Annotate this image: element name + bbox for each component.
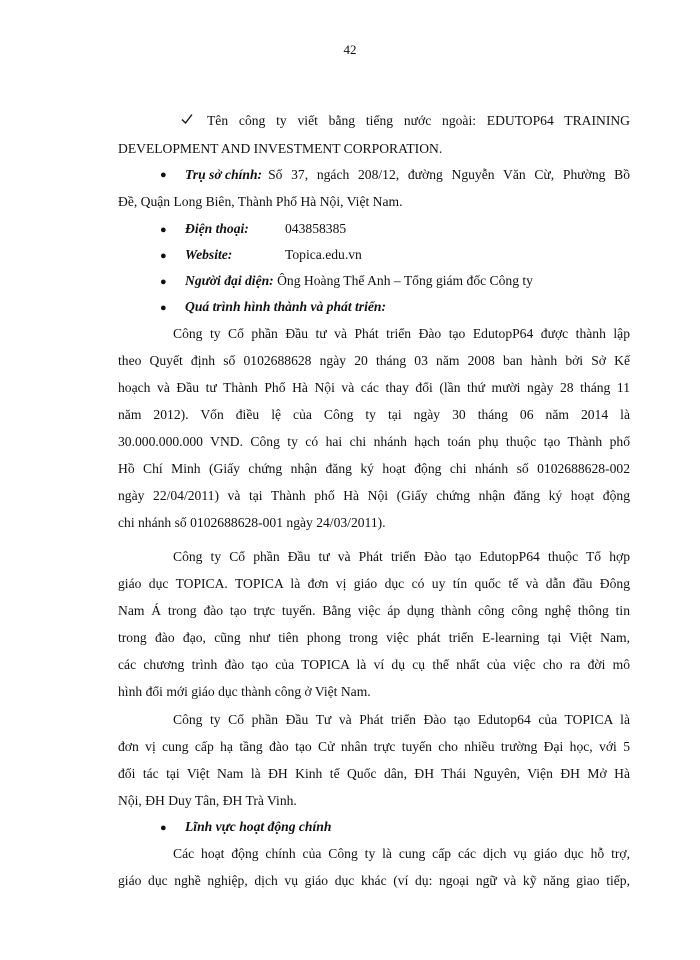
paragraph-line: Công ty Cổ phần Đầu Tư và Phát triển Đào tạo Edutop64 của TOPICA là [173, 712, 630, 727]
paragraph-line: 30.000.000.000 VND. Công ty có hai chi nhánh hạch toán phụ thuộc tạo Thành phố [118, 434, 630, 449]
website-value: Topica.edu.vn [285, 247, 362, 262]
paragraph-line: Hồ Chí Minh (Giấy chứng nhận đăng ký hoạt động chi nhánh số 0102688628-002 [118, 461, 630, 476]
representative-line [185, 273, 533, 289]
representative-label: Người đại diện: [185, 273, 274, 288]
paragraph-line: hoạch và Đầu tư Thành Phố Hà Nội và các thay đổi (lần thứ mười ngày 28 tháng 11 [118, 380, 630, 395]
paragraph-line: trong đào đạo, cũng như tiên phong trong việc phát triển E-learning tại Việt Nam, [118, 630, 630, 645]
foreign-name-line-2: DEVELOPMENT AND INVESTMENT CORPORATION. [118, 141, 443, 156]
paragraph-line: đối tác tại Việt Nam là ĐH Kinh tế Quốc dân, ĐH Thái Nguyên, Viện ĐH Mở Hà [118, 766, 630, 781]
bullet-icon: ● [160, 250, 167, 262]
bullet-icon: ● [160, 302, 167, 314]
paragraph-line: giáo dục nghề nghiệp, dịch vụ giáo dục khác (ví dụ: ngoại ngữ và kỹ năng giao tiếp, [118, 873, 630, 888]
paragraph-line: Nội, ĐH Duy Tân, ĐH Trà Vinh. [118, 793, 297, 808]
paragraph-line: theo Quyết định số 0102688628 ngày 20 tháng 03 năm 2008 ban hành bởi Sở Kế [118, 353, 630, 368]
phone-label: Điện thoại: [185, 221, 249, 236]
paragraph-line: Nam Á trong đào tạo trực tuyến. Bằng việc áp dụng thành công công nghệ thông tin [118, 603, 630, 618]
phone-value: 043858385 [285, 221, 347, 236]
headquarters-label: Trụ sở chính: [185, 167, 263, 182]
paragraph-line: Các hoạt động chính của Công ty là cung cấp các dịch vụ giáo dục hỗ trợ, [173, 846, 630, 861]
checkmark-icon [181, 113, 193, 129]
representative-value: Ông Hoàng Thế Anh – Tổng giám đốc Công ty [277, 273, 533, 288]
paragraph-line: các chương trình đào tạo của TOPICA là ví dụ cụ thể nhất của việc cho ra đời mô [118, 657, 630, 672]
paragraph-line: chi nhánh số 0102688628-001 ngày 24/03/2011). [118, 515, 386, 530]
headquarters-address-2: Đề, Quận Long Biên, Thành Phố Hà Nội, Việt Nam. [118, 194, 403, 209]
headquarters-address-1: Số 37, ngách 208/12, đường Nguyễn Văn Cừ, Phường Bồ [268, 167, 630, 182]
paragraph-line: ngày 22/04/2011) và tại Thành phố Hà Nội (Giấy chứng nhận đăng ký hoạt động [118, 488, 630, 503]
bullet-icon: ● [160, 822, 167, 834]
paragraph-line: Công ty Cổ phần Đầu tư và Phát triển Đào tạo EdutopP64 thuộc Tổ hợp [173, 549, 630, 564]
bullet-icon: ● [160, 169, 167, 181]
activities-heading: Lĩnh vực hoạt động chính [185, 819, 332, 834]
paragraph-line: hình đổi mới giáo dục thành công ở Việt Nam. [118, 684, 371, 699]
paragraph-line: giáo dục TOPICA. TOPICA là đơn vị giáo dục có uy tín quốc tế và dẫn đầu Đông [118, 576, 630, 591]
foreign-name-line-1: Tên công ty viết bằng tiếng nước ngoài: EDUTOP64 TRAINING [207, 113, 630, 128]
headquarters-line-1 [185, 167, 630, 183]
page-number: 42 [343, 42, 357, 57]
history-heading: Quá trình hình thành và phát triển: [185, 299, 386, 314]
website-label: Website: [185, 247, 233, 262]
paragraph-line: năm 2012). Vốn điều lệ của Công ty tại ngày 30 tháng 06 năm 2014 là [118, 407, 630, 422]
paragraph-line: Công ty Cổ phần Đầu tư và Phát triển Đào tạo EdutopP64 được thành lập [173, 326, 630, 341]
bullet-icon: ● [160, 224, 167, 236]
bullet-icon: ● [160, 276, 167, 288]
paragraph-line: đơn vị cung cấp hạ tầng đào tạo Cử nhân trực tuyến cho nhiều trường Đại học, với 5 [118, 739, 630, 754]
